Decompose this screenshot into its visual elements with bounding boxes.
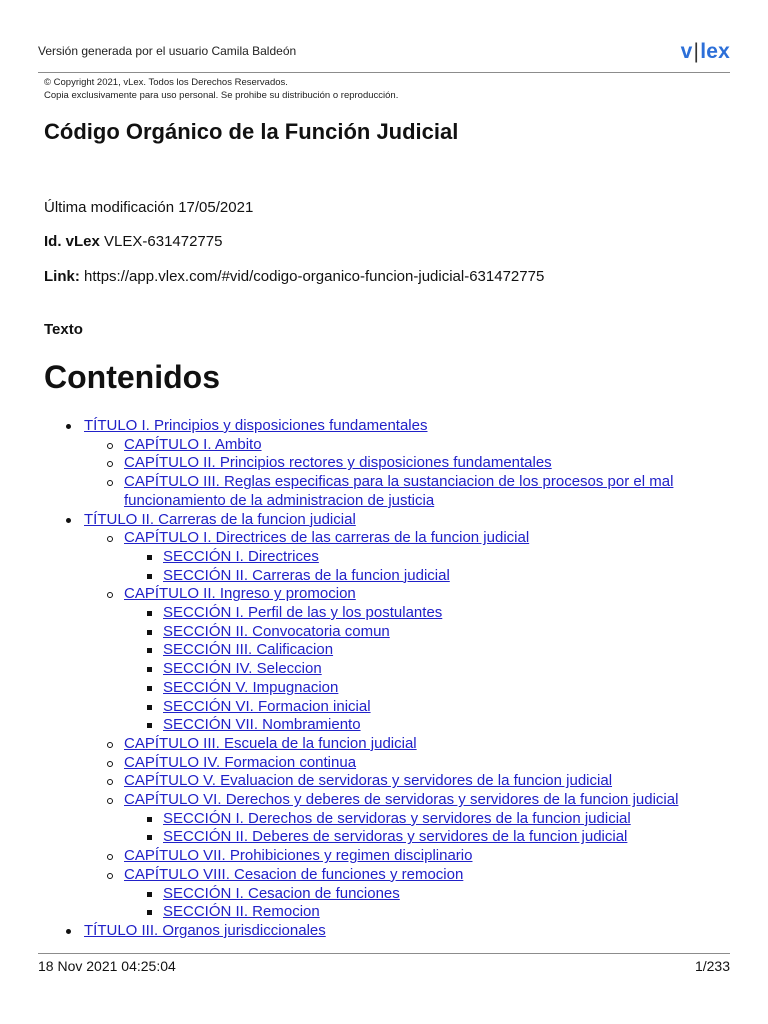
toc-link[interactable]: SECCIÓN I. Cesacion de funciones	[163, 884, 400, 902]
square-bullet-icon	[147, 667, 152, 672]
circle-bullet-icon	[107, 873, 113, 879]
toc-item	[44, 660, 734, 679]
circle-bullet-icon	[107, 854, 113, 860]
toc-item	[44, 641, 734, 660]
logo-left: v	[680, 40, 693, 63]
copyright-line-1: © Copyright 2021, vLex. Todos los Derechos Reservados.	[44, 77, 288, 88]
vlex-id-label: Id. vLex	[44, 233, 100, 250]
disc-bullet-icon	[66, 424, 71, 429]
toc-link[interactable]: SECCIÓN IV. Seleccion	[163, 660, 322, 678]
circle-bullet-icon	[107, 592, 113, 598]
toc-item	[44, 847, 734, 866]
square-bullet-icon	[147, 817, 152, 822]
toc-link[interactable]: CAPÍTULO VIII. Cesacion de funciones y remocion	[124, 865, 464, 883]
circle-bullet-icon	[107, 536, 113, 542]
logo-right: lex	[700, 40, 730, 63]
toc-item	[44, 567, 734, 586]
toc-item	[44, 604, 734, 623]
copyright-line-2: Copia exclusivamente para uso personal. Se prohibe su distribución o reproducción.	[44, 90, 399, 101]
toc-link[interactable]: SECCIÓN I. Perfil de las y los postulantes	[163, 604, 443, 622]
toc-link[interactable]: CAPÍTULO III. Escuela de la funcion judicial	[124, 734, 417, 752]
toc-link[interactable]: CAPÍTULO III. Reglas especificas para la sustanciacion de los procesos por el mal funcionamiento de la administracion de justicia	[124, 473, 674, 509]
square-bullet-icon	[147, 630, 152, 635]
square-bullet-icon	[147, 555, 152, 560]
toc-heading: Contenidos	[44, 359, 220, 395]
toc-link[interactable]: SECCIÓN I. Directrices	[163, 547, 319, 565]
toc-item	[44, 716, 734, 735]
toc-list	[44, 417, 734, 941]
toc-item	[44, 866, 734, 885]
toc-link[interactable]: CAPÍTULO V. Evaluacion de servidoras y servidores de la funcion judicial	[124, 772, 613, 790]
toc-item	[44, 698, 734, 717]
toc-item	[44, 417, 734, 436]
toc-link[interactable]: SECCIÓN I. Derechos de servidoras y servidores de la funcion judicial	[163, 809, 631, 827]
square-bullet-icon	[147, 686, 152, 691]
logo-bar: |	[693, 40, 700, 63]
toc-item	[44, 454, 734, 473]
toc-link[interactable]: SECCIÓN II. Carreras de la funcion judicial	[163, 566, 450, 584]
toc-item	[44, 548, 734, 567]
toc-link[interactable]: CAPÍTULO II. Ingreso y promocion	[124, 585, 356, 603]
toc-link[interactable]: CAPÍTULO VII. Prohibiciones y regimen disciplinario	[124, 847, 473, 865]
page-header	[38, 34, 730, 73]
footer-timestamp: 18 Nov 2021 04:25:04	[38, 958, 176, 974]
vlex-logo[interactable]	[681, 40, 730, 64]
circle-bullet-icon	[107, 443, 113, 449]
square-bullet-icon	[147, 723, 152, 728]
circle-bullet-icon	[107, 798, 113, 804]
last-modified: Última modificación 17/05/2021	[44, 199, 254, 216]
toc-item	[44, 810, 734, 829]
toc-item	[44, 679, 734, 698]
toc-item	[44, 903, 734, 922]
toc-item	[44, 623, 734, 642]
vlex-id-value: VLEX-631472775	[104, 233, 223, 250]
toc-link[interactable]: SECCIÓN II. Deberes de servidoras y servidores de la funcion judicial	[163, 828, 628, 846]
square-bullet-icon	[147, 892, 152, 897]
toc-item	[44, 473, 734, 510]
document-title: Código Orgánico de la Función Judicial	[44, 119, 459, 144]
table-of-contents	[44, 417, 734, 941]
page-footer	[38, 953, 730, 984]
square-bullet-icon	[147, 574, 152, 579]
document-link	[44, 268, 544, 285]
square-bullet-icon	[147, 705, 152, 710]
toc-link[interactable]: SECCIÓN II. Convocatoria comun	[163, 622, 390, 640]
toc-link[interactable]: SECCIÓN III. Calificacion	[163, 641, 334, 659]
link-label: Link:	[44, 268, 80, 285]
toc-link[interactable]: TÍTULO I. Principios y disposiciones fundamentales	[84, 417, 428, 434]
toc-link[interactable]: CAPÍTULO II. Principios rectores y disposiciones fundamentales	[124, 454, 552, 472]
disc-bullet-icon	[66, 929, 71, 934]
square-bullet-icon	[147, 835, 152, 840]
link-value[interactable]: https://app.vlex.com/#vid/codigo-organico-funcion-judicial-631472775	[84, 268, 545, 285]
toc-item	[44, 585, 734, 604]
square-bullet-icon	[147, 910, 152, 915]
disc-bullet-icon	[66, 518, 71, 523]
circle-bullet-icon	[107, 480, 113, 486]
toc-item	[44, 754, 734, 773]
circle-bullet-icon	[107, 761, 113, 767]
toc-link[interactable]: SECCIÓN VI. Formacion inicial	[163, 697, 371, 715]
toc-link[interactable]: TÍTULO III. Organos jurisdiccionales	[84, 921, 326, 939]
toc-item	[44, 885, 734, 904]
toc-item	[44, 436, 734, 455]
circle-bullet-icon	[107, 779, 113, 785]
toc-item	[44, 772, 734, 791]
toc-link[interactable]: CAPÍTULO IV. Formacion continua	[124, 753, 357, 771]
toc-item	[44, 529, 734, 548]
square-bullet-icon	[147, 648, 152, 653]
copyright-notice	[44, 76, 398, 102]
toc-item	[44, 922, 734, 941]
toc-item	[44, 828, 734, 847]
toc-link[interactable]: SECCIÓN VII. Nombramiento	[163, 716, 361, 734]
toc-link[interactable]: CAPÍTULO VI. Derechos y deberes de servidoras y servidores de la funcion judicial	[124, 791, 679, 809]
toc-link[interactable]: CAPÍTULO I. Ambito	[124, 435, 262, 453]
toc-item	[44, 511, 734, 530]
toc-link[interactable]: SECCIÓN II. Remocion	[163, 903, 320, 921]
circle-bullet-icon	[107, 742, 113, 748]
circle-bullet-icon	[107, 461, 113, 467]
square-bullet-icon	[147, 611, 152, 616]
generated-by-text: Versión generada por el usuario Camila Baldeón	[38, 44, 297, 58]
toc-item	[44, 735, 734, 754]
toc-link[interactable]: TÍTULO II. Carreras de la funcion judicial	[84, 510, 356, 528]
toc-link[interactable]: SECCIÓN V. Impugnacion	[163, 678, 339, 696]
toc-link[interactable]: CAPÍTULO I. Directrices de las carreras de la funcion judicial	[124, 529, 530, 547]
section-label-texto: Texto	[44, 321, 83, 338]
vlex-id	[44, 233, 222, 250]
footer-page-number: 1/233	[694, 958, 730, 974]
toc-item	[44, 791, 734, 810]
